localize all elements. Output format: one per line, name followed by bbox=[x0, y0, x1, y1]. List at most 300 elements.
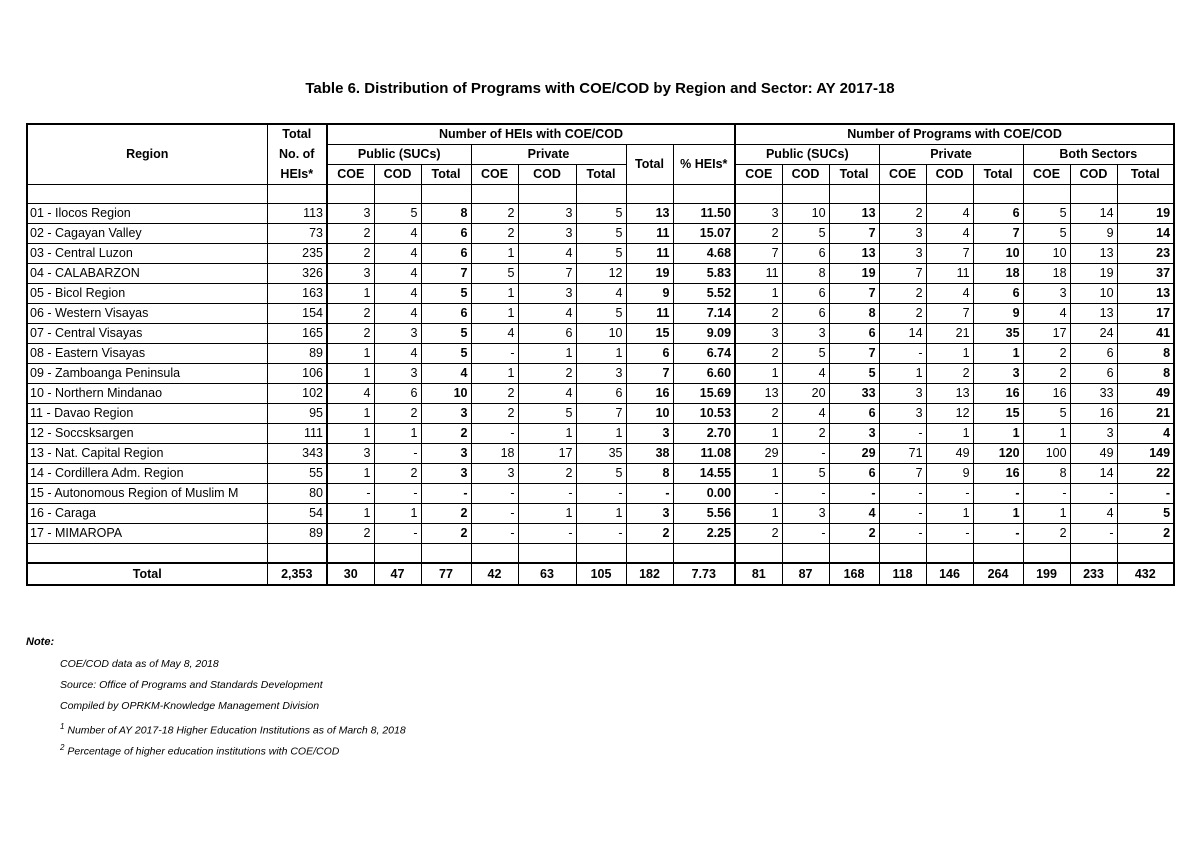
value-cell: 10 bbox=[1023, 244, 1070, 264]
value-cell: 4 bbox=[374, 244, 421, 264]
value-cell: 1 bbox=[973, 504, 1023, 524]
blank-cell bbox=[1117, 185, 1174, 204]
value-cell: - bbox=[782, 484, 829, 504]
value-cell: 3 bbox=[471, 464, 518, 484]
value-cell: 2 bbox=[1023, 344, 1070, 364]
value-cell: 2 bbox=[471, 404, 518, 424]
header-coe: COE bbox=[879, 165, 926, 185]
region-cell: 16 - Caraga bbox=[27, 504, 267, 524]
value-cell: 7 bbox=[626, 364, 673, 384]
value-cell: 4 bbox=[471, 324, 518, 344]
header-heis-total: Total bbox=[626, 145, 673, 185]
value-cell: 7 bbox=[829, 344, 879, 364]
region-cell: 07 - Central Visayas bbox=[27, 324, 267, 344]
region-cell: 03 - Central Luzon bbox=[27, 244, 267, 264]
header-heis-public: Public (SUCs) bbox=[327, 145, 471, 165]
value-cell: 12 bbox=[926, 404, 973, 424]
blank-cell bbox=[267, 544, 327, 564]
value-cell: 2 bbox=[879, 204, 926, 224]
value-cell: 6 bbox=[1070, 344, 1117, 364]
total-value-cell: 2,353 bbox=[267, 563, 327, 585]
value-cell: 17 bbox=[1117, 304, 1174, 324]
header-total: Total bbox=[829, 165, 879, 185]
value-cell: 3 bbox=[327, 444, 374, 464]
total-value-cell: 146 bbox=[926, 563, 973, 585]
value-cell: 11 bbox=[926, 264, 973, 284]
value-cell: 6 bbox=[782, 284, 829, 304]
value-cell: 8 bbox=[421, 204, 471, 224]
value-cell: - bbox=[471, 484, 518, 504]
value-cell: - bbox=[926, 484, 973, 504]
value-cell: 1 bbox=[973, 424, 1023, 444]
blank-cell bbox=[782, 544, 829, 564]
value-cell: 120 bbox=[973, 444, 1023, 464]
value-cell: 8 bbox=[1117, 364, 1174, 384]
value-cell: - bbox=[735, 484, 782, 504]
region-cell: 14 - Cordillera Adm. Region bbox=[27, 464, 267, 484]
value-cell: 15 bbox=[973, 404, 1023, 424]
value-cell: 19 bbox=[626, 264, 673, 284]
header-coe: COE bbox=[471, 165, 518, 185]
value-cell: 3 bbox=[374, 324, 421, 344]
value-cell: 2.70 bbox=[673, 424, 735, 444]
blank-cell bbox=[735, 185, 782, 204]
value-cell: 3 bbox=[518, 224, 576, 244]
note-line: Source: Office of Programs and Standards Development bbox=[60, 679, 323, 691]
header-total: Total bbox=[1117, 165, 1174, 185]
value-cell: 11 bbox=[626, 304, 673, 324]
value-cell: - bbox=[1117, 484, 1174, 504]
value-cell: 3 bbox=[735, 324, 782, 344]
header-coe: COE bbox=[735, 165, 782, 185]
value-cell: 15.07 bbox=[673, 224, 735, 244]
value-cell: 4 bbox=[1117, 424, 1174, 444]
value-cell: 7 bbox=[576, 404, 626, 424]
value-cell: 2 bbox=[735, 404, 782, 424]
value-cell: 2 bbox=[735, 224, 782, 244]
value-cell: 1 bbox=[518, 344, 576, 364]
note-line: COE/COD data as of May 8, 2018 bbox=[60, 658, 219, 670]
value-cell: 3 bbox=[782, 324, 829, 344]
value-cell: 9.09 bbox=[673, 324, 735, 344]
value-cell: 1 bbox=[576, 424, 626, 444]
value-cell: 33 bbox=[829, 384, 879, 404]
value-cell: 3 bbox=[421, 404, 471, 424]
total-label: Total bbox=[27, 563, 267, 585]
value-cell: 7 bbox=[879, 464, 926, 484]
header-coe: COE bbox=[327, 165, 374, 185]
value-cell: 9 bbox=[973, 304, 1023, 324]
value-cell: - bbox=[782, 444, 829, 464]
value-cell: - bbox=[576, 524, 626, 544]
value-cell: 7 bbox=[735, 244, 782, 264]
header-heis-private: Private bbox=[471, 145, 626, 165]
value-cell: 4 bbox=[1023, 304, 1070, 324]
value-cell: - bbox=[1023, 484, 1070, 504]
value-cell: 1 bbox=[926, 504, 973, 524]
value-cell: 13 bbox=[1070, 304, 1117, 324]
distribution-table bbox=[26, 123, 1175, 586]
table-row bbox=[27, 264, 1174, 284]
value-cell: 24 bbox=[1070, 324, 1117, 344]
blank-cell bbox=[327, 185, 374, 204]
table-row bbox=[27, 344, 1174, 364]
value-cell: 3 bbox=[421, 444, 471, 464]
value-cell: - bbox=[374, 484, 421, 504]
value-cell: 8 bbox=[829, 304, 879, 324]
value-cell: - bbox=[879, 524, 926, 544]
value-cell: 18 bbox=[471, 444, 518, 464]
table-row bbox=[27, 204, 1174, 224]
value-cell: 14.55 bbox=[673, 464, 735, 484]
blank-cell bbox=[735, 544, 782, 564]
table-row bbox=[27, 324, 1174, 344]
value-cell: 2 bbox=[1023, 364, 1070, 384]
blank-cell bbox=[1117, 544, 1174, 564]
value-cell: 5 bbox=[518, 404, 576, 424]
value-cell: 3 bbox=[518, 204, 576, 224]
value-cell: 4 bbox=[518, 244, 576, 264]
value-cell: 2 bbox=[374, 404, 421, 424]
value-cell: 6 bbox=[829, 404, 879, 424]
value-cell: - bbox=[782, 524, 829, 544]
value-cell: 4 bbox=[576, 284, 626, 304]
total-value-cell: 264 bbox=[973, 563, 1023, 585]
value-cell: 41 bbox=[1117, 324, 1174, 344]
value-cell: 19 bbox=[1070, 264, 1117, 284]
value-cell: 13 bbox=[735, 384, 782, 404]
value-cell: 6 bbox=[1070, 364, 1117, 384]
value-cell: 5 bbox=[1023, 224, 1070, 244]
value-cell: 4 bbox=[374, 264, 421, 284]
table-row bbox=[27, 524, 1174, 544]
value-cell: 10 bbox=[421, 384, 471, 404]
footnote-text: Number of AY 2017-18 Higher Education Institutions as of March 8, 2018 bbox=[64, 724, 406, 737]
header-row-1 bbox=[27, 124, 1174, 145]
blank-cell bbox=[926, 185, 973, 204]
value-cell: 17 bbox=[518, 444, 576, 464]
value-cell: 6 bbox=[518, 324, 576, 344]
value-cell: 163 bbox=[267, 284, 327, 304]
blank-cell bbox=[267, 185, 327, 204]
value-cell: - bbox=[973, 524, 1023, 544]
value-cell: 2 bbox=[327, 224, 374, 244]
value-cell: 49 bbox=[926, 444, 973, 464]
value-cell: 3 bbox=[735, 204, 782, 224]
value-cell: 16 bbox=[1070, 404, 1117, 424]
total-value-cell: 77 bbox=[421, 563, 471, 585]
value-cell: 1 bbox=[973, 344, 1023, 364]
header-cod: COD bbox=[518, 165, 576, 185]
value-cell: 3 bbox=[973, 364, 1023, 384]
value-cell: 7.14 bbox=[673, 304, 735, 324]
notes-heading: Note: bbox=[26, 636, 55, 648]
value-cell: 4 bbox=[926, 224, 973, 244]
value-cell: 5 bbox=[1023, 404, 1070, 424]
header-total-heis-1: Total bbox=[267, 124, 327, 145]
value-cell: 5 bbox=[782, 464, 829, 484]
value-cell: 3 bbox=[879, 404, 926, 424]
value-cell: 1 bbox=[471, 244, 518, 264]
region-cell: 12 - Soccsksargen bbox=[27, 424, 267, 444]
notes bbox=[26, 636, 406, 761]
value-cell: 5 bbox=[782, 224, 829, 244]
value-cell: 7 bbox=[518, 264, 576, 284]
blank-cell bbox=[27, 185, 267, 204]
region-cell: 09 - Zamboanga Peninsula bbox=[27, 364, 267, 384]
value-cell: 13 bbox=[926, 384, 973, 404]
table-row bbox=[27, 504, 1174, 524]
value-cell: 1 bbox=[327, 284, 374, 304]
region-cell: 08 - Eastern Visayas bbox=[27, 344, 267, 364]
value-cell: - bbox=[576, 484, 626, 504]
blank-cell bbox=[421, 544, 471, 564]
value-cell: 5 bbox=[576, 244, 626, 264]
value-cell: 2 bbox=[518, 464, 576, 484]
value-cell: 1 bbox=[327, 504, 374, 524]
region-cell: 02 - Cagayan Valley bbox=[27, 224, 267, 244]
value-cell: 4 bbox=[327, 384, 374, 404]
value-cell: 4 bbox=[926, 204, 973, 224]
total-value-cell: 30 bbox=[327, 563, 374, 585]
blank-cell bbox=[1023, 544, 1070, 564]
value-cell: 2 bbox=[471, 224, 518, 244]
total-value-cell: 7.73 bbox=[673, 563, 735, 585]
table-row bbox=[27, 304, 1174, 324]
value-cell: 19 bbox=[829, 264, 879, 284]
header-prog-both: Both Sectors bbox=[1023, 145, 1174, 165]
value-cell: 2 bbox=[421, 424, 471, 444]
header-cod: COD bbox=[926, 165, 973, 185]
value-cell: 9 bbox=[926, 464, 973, 484]
blank-cell bbox=[1023, 185, 1070, 204]
value-cell: 13 bbox=[829, 244, 879, 264]
region-cell: 11 - Davao Region bbox=[27, 404, 267, 424]
value-cell: 29 bbox=[829, 444, 879, 464]
value-cell: 2.25 bbox=[673, 524, 735, 544]
total-value-cell: 182 bbox=[626, 563, 673, 585]
table-row bbox=[27, 464, 1174, 484]
table-row bbox=[27, 404, 1174, 424]
value-cell: 3 bbox=[626, 424, 673, 444]
value-cell: 2 bbox=[735, 344, 782, 364]
value-cell: - bbox=[926, 524, 973, 544]
region-cell: 17 - MIMAROPA bbox=[27, 524, 267, 544]
value-cell: 55 bbox=[267, 464, 327, 484]
value-cell: 2 bbox=[471, 384, 518, 404]
value-cell: 343 bbox=[267, 444, 327, 464]
value-cell: 33 bbox=[1070, 384, 1117, 404]
value-cell: 35 bbox=[576, 444, 626, 464]
blank-cell bbox=[374, 544, 421, 564]
blank-cell bbox=[973, 185, 1023, 204]
blank-cell bbox=[879, 544, 926, 564]
value-cell: 2 bbox=[782, 424, 829, 444]
footnote-marker: 1 bbox=[60, 722, 65, 731]
table-row bbox=[27, 424, 1174, 444]
value-cell: 3 bbox=[327, 264, 374, 284]
value-cell: 20 bbox=[782, 384, 829, 404]
value-cell: 38 bbox=[626, 444, 673, 464]
value-cell: 1 bbox=[518, 504, 576, 524]
value-cell: 14 bbox=[1117, 224, 1174, 244]
value-cell: 7 bbox=[829, 284, 879, 304]
value-cell: 2 bbox=[735, 304, 782, 324]
value-cell: - bbox=[374, 444, 421, 464]
value-cell: 13 bbox=[1117, 284, 1174, 304]
value-cell: 6 bbox=[973, 284, 1023, 304]
value-cell: 15.69 bbox=[673, 384, 735, 404]
value-cell: 5 bbox=[1117, 504, 1174, 524]
table-title: Table 6. Distribution of Programs with COE/COD by Region and Sector: AY 2017-18 bbox=[305, 80, 895, 97]
value-cell: 11.50 bbox=[673, 204, 735, 224]
value-cell: 13 bbox=[626, 204, 673, 224]
header-prog-private: Private bbox=[879, 145, 1023, 165]
value-cell: 2 bbox=[471, 204, 518, 224]
value-cell: 1 bbox=[926, 424, 973, 444]
total-value-cell: 105 bbox=[576, 563, 626, 585]
value-cell: 4 bbox=[374, 344, 421, 364]
value-cell: 1 bbox=[735, 504, 782, 524]
value-cell: - bbox=[829, 484, 879, 504]
value-cell: 10 bbox=[782, 204, 829, 224]
value-cell: 3 bbox=[374, 364, 421, 384]
value-cell: - bbox=[518, 524, 576, 544]
value-cell: 1 bbox=[471, 284, 518, 304]
value-cell: 326 bbox=[267, 264, 327, 284]
blank-cell bbox=[374, 185, 421, 204]
note-line-footnote-2 bbox=[60, 740, 406, 761]
value-cell: 6 bbox=[626, 344, 673, 364]
value-cell: 1 bbox=[327, 424, 374, 444]
blank-cell bbox=[782, 185, 829, 204]
table-row bbox=[27, 224, 1174, 244]
value-cell: 154 bbox=[267, 304, 327, 324]
value-cell: 1 bbox=[576, 504, 626, 524]
value-cell: 3 bbox=[518, 284, 576, 304]
total-value-cell: 233 bbox=[1070, 563, 1117, 585]
blank-row bbox=[27, 185, 1174, 204]
blank-row bbox=[27, 544, 1174, 564]
value-cell: 10 bbox=[973, 244, 1023, 264]
value-cell: 95 bbox=[267, 404, 327, 424]
value-cell: 5 bbox=[421, 324, 471, 344]
value-cell: 5.83 bbox=[673, 264, 735, 284]
value-cell: 4 bbox=[782, 364, 829, 384]
blank-cell bbox=[27, 544, 267, 564]
value-cell: 80 bbox=[267, 484, 327, 504]
value-cell: 4 bbox=[926, 284, 973, 304]
footnote-text: Percentage of higher education institutions with COE/COD bbox=[64, 745, 340, 758]
value-cell: 5 bbox=[374, 204, 421, 224]
blank-cell bbox=[1070, 544, 1117, 564]
value-cell: 4 bbox=[518, 304, 576, 324]
value-cell: 73 bbox=[267, 224, 327, 244]
value-cell: 1 bbox=[576, 344, 626, 364]
value-cell: 11.08 bbox=[673, 444, 735, 464]
blank-cell bbox=[973, 544, 1023, 564]
value-cell: 4 bbox=[782, 404, 829, 424]
value-cell: 6 bbox=[576, 384, 626, 404]
table-row bbox=[27, 364, 1174, 384]
value-cell: 3 bbox=[626, 504, 673, 524]
blank-cell bbox=[327, 544, 374, 564]
value-cell: 21 bbox=[1117, 404, 1174, 424]
region-cell: 13 - Nat. Capital Region bbox=[27, 444, 267, 464]
header-cod: COD bbox=[1070, 165, 1117, 185]
value-cell: 6 bbox=[421, 224, 471, 244]
header-coe: COE bbox=[1023, 165, 1070, 185]
total-value-cell: 81 bbox=[735, 563, 782, 585]
table-row bbox=[27, 244, 1174, 264]
value-cell: 8 bbox=[1117, 344, 1174, 364]
value-cell: 6 bbox=[829, 464, 879, 484]
value-cell: - bbox=[626, 484, 673, 504]
value-cell: 7 bbox=[829, 224, 879, 244]
value-cell: 1 bbox=[926, 344, 973, 364]
total-row bbox=[27, 563, 1174, 585]
blank-cell bbox=[471, 544, 518, 564]
value-cell: 29 bbox=[735, 444, 782, 464]
value-cell: 16 bbox=[973, 464, 1023, 484]
value-cell: 3 bbox=[327, 204, 374, 224]
value-cell: 7 bbox=[926, 244, 973, 264]
value-cell: 2 bbox=[735, 524, 782, 544]
value-cell: - bbox=[879, 504, 926, 524]
value-cell: 8 bbox=[782, 264, 829, 284]
value-cell: - bbox=[1070, 524, 1117, 544]
value-cell: 54 bbox=[267, 504, 327, 524]
value-cell: 100 bbox=[1023, 444, 1070, 464]
blank-cell bbox=[926, 544, 973, 564]
value-cell: 14 bbox=[1070, 464, 1117, 484]
note-line: Compiled by OPRKM-Knowledge Management Division bbox=[60, 700, 320, 712]
blank-cell bbox=[626, 544, 673, 564]
table-body bbox=[27, 185, 1174, 586]
value-cell: 1 bbox=[735, 464, 782, 484]
value-cell: 6 bbox=[829, 324, 879, 344]
value-cell: 8 bbox=[626, 464, 673, 484]
value-cell: 10 bbox=[626, 404, 673, 424]
value-cell: 2 bbox=[421, 504, 471, 524]
value-cell: 5 bbox=[829, 364, 879, 384]
value-cell: 10.53 bbox=[673, 404, 735, 424]
blank-cell bbox=[879, 185, 926, 204]
table-row bbox=[27, 444, 1174, 464]
value-cell: - bbox=[471, 344, 518, 364]
value-cell: 2 bbox=[327, 244, 374, 264]
value-cell: 13 bbox=[1070, 244, 1117, 264]
value-cell: - bbox=[471, 424, 518, 444]
value-cell: 1 bbox=[879, 364, 926, 384]
value-cell: 6 bbox=[782, 304, 829, 324]
value-cell: 1 bbox=[327, 344, 374, 364]
value-cell: 2 bbox=[518, 364, 576, 384]
region-cell: 15 - Autonomous Region of Muslim M bbox=[27, 484, 267, 504]
total-value-cell: 47 bbox=[374, 563, 421, 585]
value-cell: 1 bbox=[327, 464, 374, 484]
header-heis-group: Number of HEIs with COE/COD bbox=[327, 124, 735, 145]
table-row bbox=[27, 384, 1174, 404]
value-cell: 1 bbox=[1023, 504, 1070, 524]
value-cell: 7 bbox=[879, 264, 926, 284]
region-cell: 04 - CALABARZON bbox=[27, 264, 267, 284]
total-value-cell: 87 bbox=[782, 563, 829, 585]
header-total-heis-2: No. of bbox=[267, 145, 327, 165]
value-cell: 4 bbox=[374, 224, 421, 244]
value-cell: 1 bbox=[471, 364, 518, 384]
value-cell: 2 bbox=[926, 364, 973, 384]
